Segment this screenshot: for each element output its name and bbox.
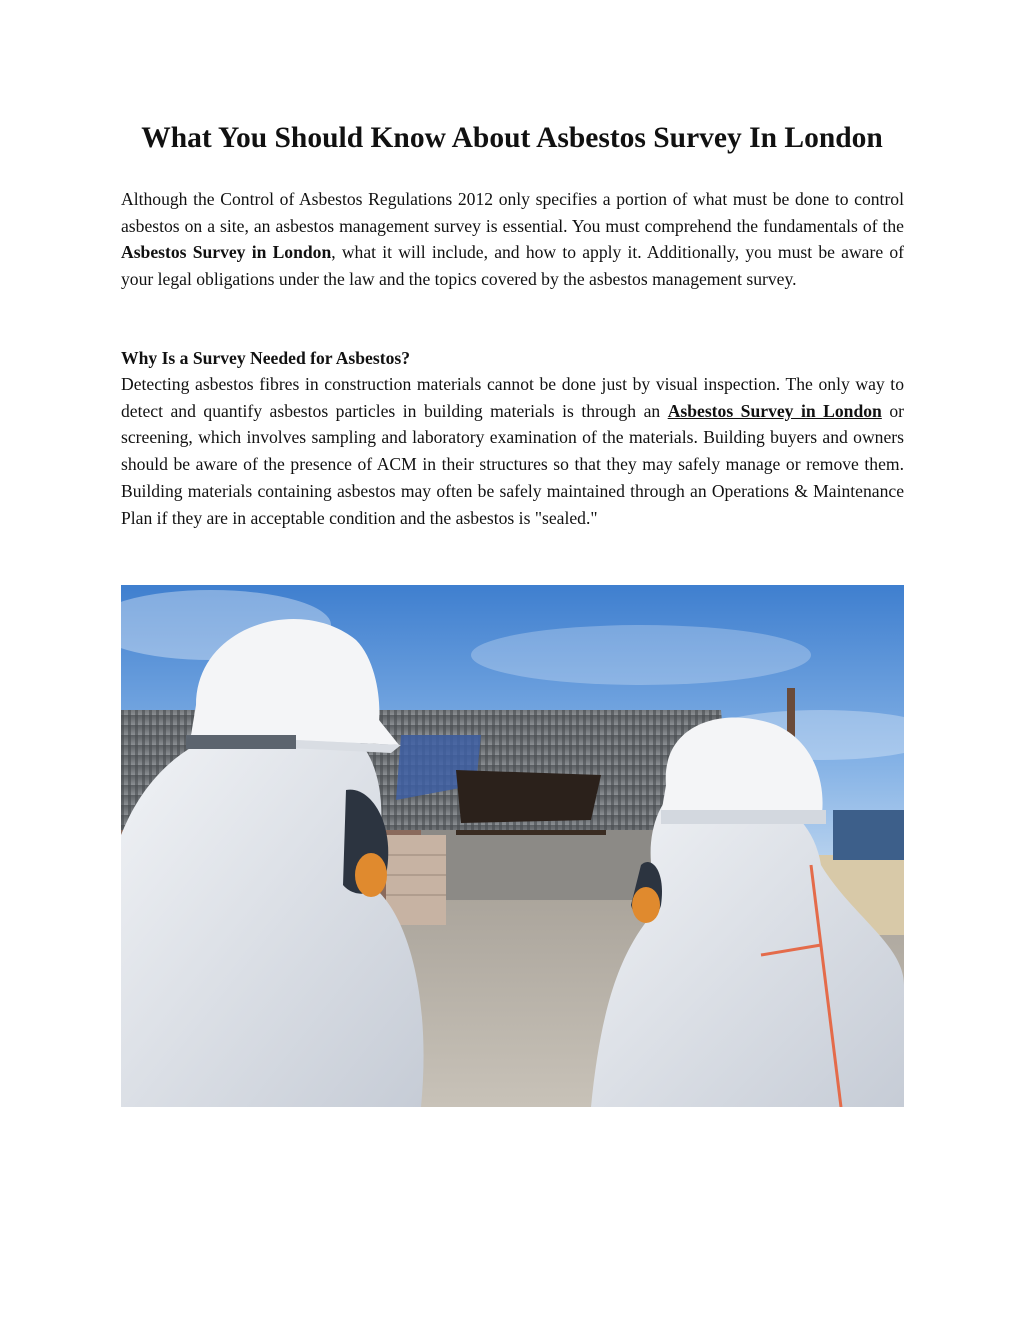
workers-photo (121, 585, 904, 1107)
photo-illustration (121, 585, 904, 1107)
intro-text-before: Although the Control of Asbestos Regulations 2012 only specifies a portion of what must be done to control asbestos on a site, an asbestos management survey is essential. You must comprehend the fundamentals of the (121, 189, 904, 236)
intro-keyword: Asbestos Survey in London (121, 242, 332, 263)
section-text-before: Detecting asbestos fibres in construction materials cannot be done just by visual inspection. The only way to detect and quantify asbestos particles in building materials is through an (121, 374, 904, 421)
intro-paragraph (121, 186, 904, 293)
section-heading: Why Is a Survey Needed for Asbestos? (121, 348, 411, 368)
section-text-after: or screening, which involves sampling and laboratory examination of the materials. Building buyers and owners should be aware of the presence of ACM in their structures so that they may safely manage or remove them. Building materials containing asbestos may often be safely maintained through an Operations & Maintenance Plan if they are in acceptable condition and the asbestos is "sealed." (121, 400, 904, 528)
intro-text-after: , what it will include, and how to apply it. Additionally, you must be aware of your legal obligations under the law and the topics covered by the asbestos management survey. (121, 242, 904, 290)
asbestos-survey-link[interactable]: Asbestos Survey in London (667, 400, 882, 421)
section-paragraph (121, 371, 904, 531)
page-title: What You Should Know About Asbestos Survey In London (141, 122, 883, 154)
